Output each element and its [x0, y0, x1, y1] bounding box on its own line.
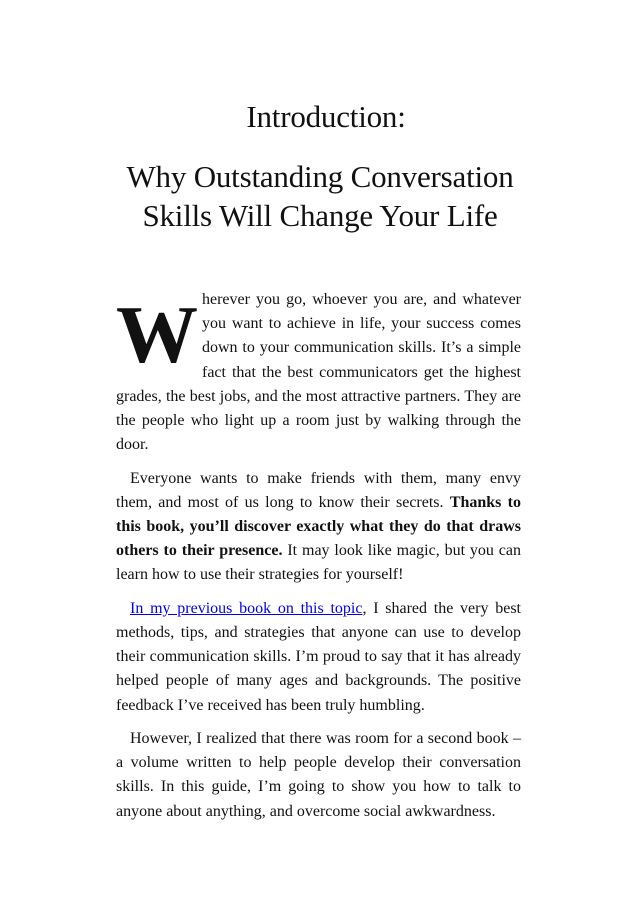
chapter-label: Introduction: [246, 99, 406, 134]
paragraph-2 [116, 467, 521, 588]
chapter-title: Why Outstanding Conversation Skills Will Change Your Life [126, 159, 514, 233]
paragraph-4-text: However, I realized that there was room for a second book – a volume written to help people develop their conversation skills. In this guide, I’m going to show you how to talk to anyone about anything, and overcome social awkwardness. [116, 730, 521, 820]
body-text [116, 288, 521, 833]
previous-book-link[interactable]: In my previous book on this topic [130, 599, 363, 617]
paragraph-3-text: , I shared the very best methods, tips, and strategies that anyone can use to develop their communication skills. I’m proud to say that it has already helped people of many ages and backgrounds. The positive feedback I’ve received has been truly humbling. [116, 599, 522, 714]
paragraph-1 [116, 288, 521, 457]
paragraph-2-text-before: Everyone wants to make friends with them, many envy them, and most of us long to know their secrets. [116, 469, 521, 511]
paragraph-3 [116, 597, 521, 718]
paragraph-1-text: herever you go, whoever you are, and whatever you want to achieve in life, your success comes down to your communication skills. It’s a simple fact that the best communicators get the highest grades, the best jobs, and the most attractive partners. They are the people who light up a room just by walking through the door. [116, 291, 521, 454]
paragraph-2-bold-text: Thanks to this book, you’ll discover exactly what they do that draws others to their presence. [116, 493, 522, 560]
drop-cap: W [116, 289, 196, 380]
paragraph-4 [116, 727, 521, 824]
paragraph-2-text-after: It may look like magic, but you can learn how to use their strategies for yourself! [116, 542, 522, 584]
